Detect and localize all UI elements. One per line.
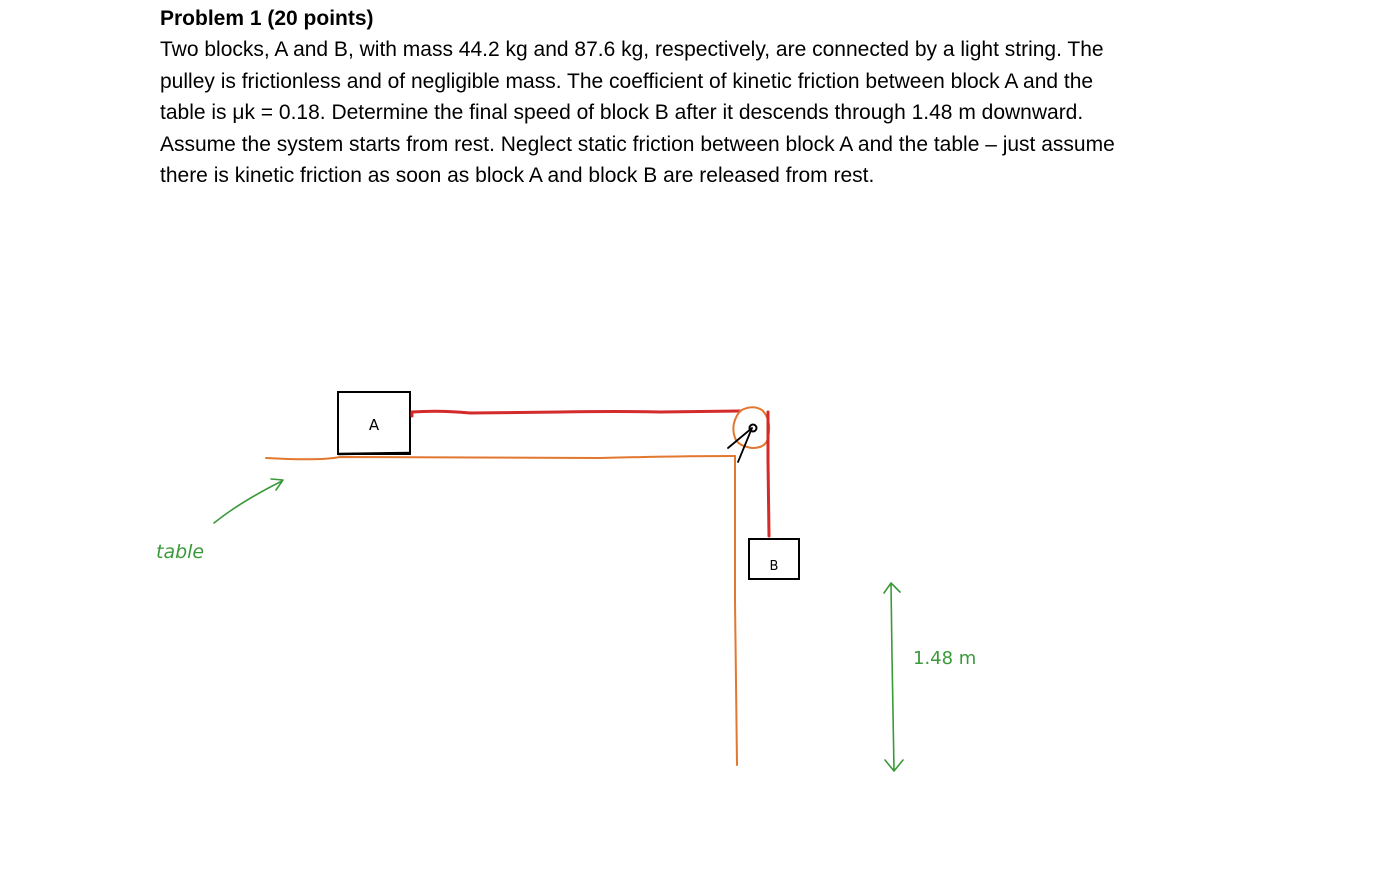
table-surface <box>266 456 735 459</box>
problem-line: table is μk = 0.18. Determine the final speed of block B after it descends through 1.48 m downward. <box>160 101 1084 125</box>
problem-line: pulley is frictionless and of negligible mass. The coefficient of kinetic friction between block A and the <box>160 69 1094 93</box>
string-vertical <box>768 412 769 536</box>
block-a-base <box>338 453 411 454</box>
block-a-label: A <box>368 416 380 434</box>
block-b-label: B <box>769 559 779 574</box>
problem-line: there is kinetic friction as soon as block A and block B are released from rest. <box>160 164 875 188</box>
table-pointer-arrow <box>214 479 283 523</box>
problem-line: Two blocks, A and B, with mass 44.2 kg and 87.6 kg, respectively, are connected by a light string. The <box>160 38 1104 61</box>
table-leg <box>735 456 737 765</box>
problem-title: Problem 1 (20 points) <box>160 7 374 30</box>
distance-label: 1.48 m <box>913 648 977 669</box>
problem-line: Assume the system starts from rest. Neglect static friction between block A and the table – just assume <box>160 132 1115 156</box>
distance-arrow <box>884 583 903 771</box>
table-label: table <box>156 541 205 563</box>
string-horizontal <box>412 411 740 416</box>
